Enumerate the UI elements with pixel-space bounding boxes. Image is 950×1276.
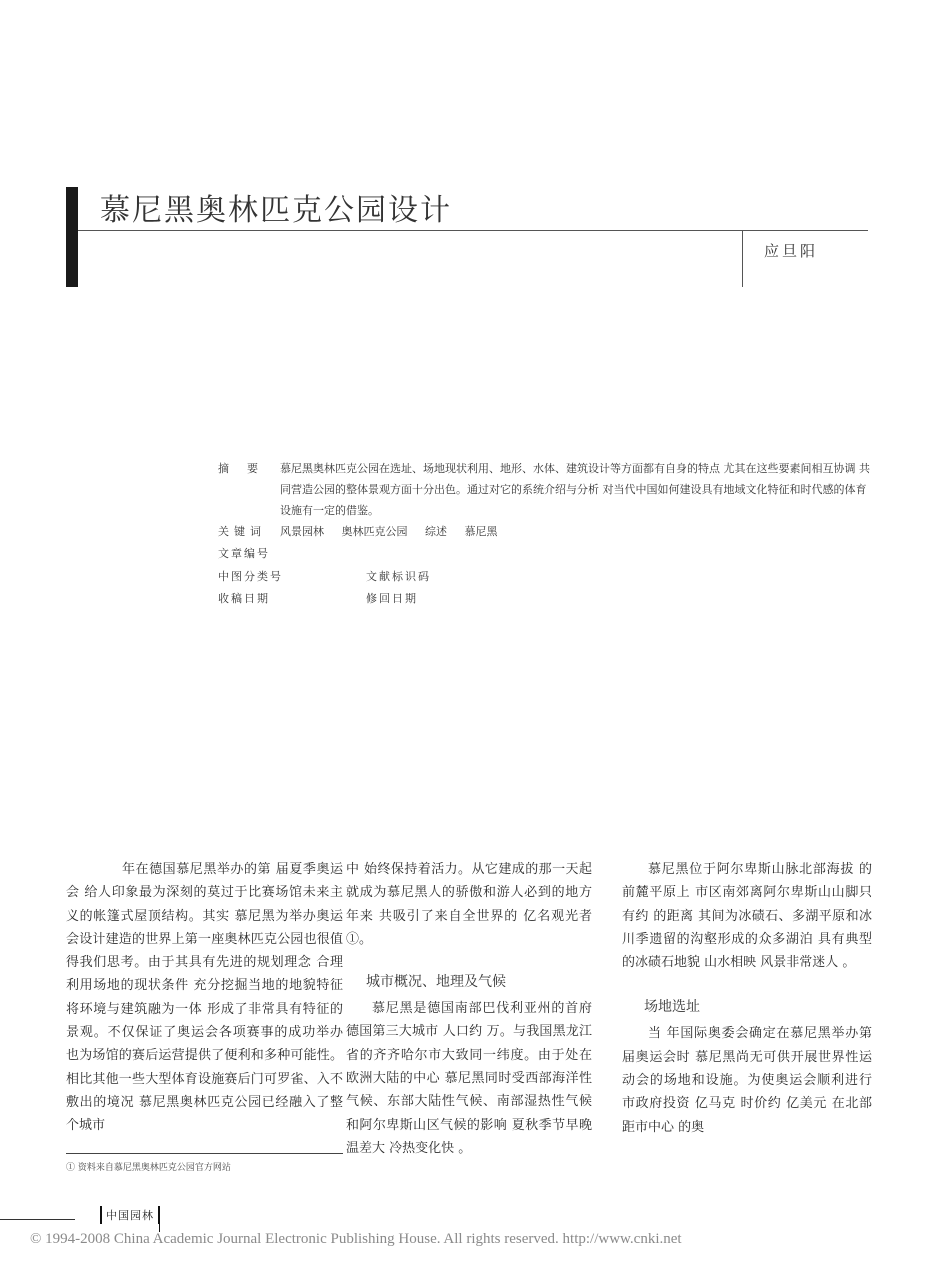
body-column-2 (346, 858, 592, 1160)
body-paragraph: 慕尼黑是德国南部巴伐利亚州的首府 德国第三大城市 人口约 万。与我国黑龙江省的齐齐哈尔市大致同一纬度。由于处在欧洲大陆的中心 慕尼黑同时受西部海洋性气候、东部大陆性气候、南部湿热性气候和阿尔卑斯山区气候的影响 夏秋季节早晚温差大 冷热变化快 。 (346, 1001, 592, 1156)
page-bottom-rule (0, 1219, 75, 1220)
abstract-text: 慕尼黑奥林匹克公园在选址、场地现状利用、地形、水体、建筑设计等方面都有自身的特点 尤其在这些要素间相互协调 共同营造公园的整体景观方面十分出色。通过对它的系统介绍与分析 对当代中国如何建设具有地域文化特征和时代感的体育设施有一定的借鉴。 (280, 462, 870, 517)
author-divider (742, 231, 743, 287)
keywords-label: 关键词 (218, 525, 266, 538)
article-title: 慕尼黑奥林匹克公园设计 (100, 193, 452, 228)
article-number-label: 文章编号 (218, 547, 270, 560)
revised-date-label: 修回日期 (366, 592, 418, 605)
keyword: 慕尼黑 (464, 525, 498, 538)
section-heading: 场地选址 (644, 999, 700, 1016)
keyword: 奥林匹克公园 (341, 525, 408, 538)
footnote: ① 资料来自慕尼黑奥林匹克公园官方网站 (66, 1163, 231, 1173)
journal-tag-tick (159, 1218, 160, 1232)
body-column-1 (66, 858, 343, 1138)
body-paragraph: 年在德国慕尼黑举办的第 届夏季奥运会 给人印象最为深刻的莫过于比赛场馆未来主义的帐篷式屋顶结构。其实 慕尼黑为举办奥运会设计建造的世界上第一座奥林匹克公园也很值得我们思考。由于其具有先进的规划理念 合理利用场地的现状条件 充分挖掘当地的地貌特征 将环境与建筑融为一体 形成了非常具有特征的景观。不仅保证了奥运会各项赛事的成功举办 也为场馆的赛后运营提供了便利和多种可能性。相比其他一些大型体育设施赛后门可罗雀、入不敷出的境况 慕尼黑奥林匹克公园已经融入了整个城市 (66, 862, 343, 1134)
clc-number-label: 中图分类号 (218, 570, 283, 583)
body-column-3 (622, 858, 872, 1139)
keyword: 综述 (425, 525, 447, 538)
body-paragraph: 当 年国际奥委会确定在慕尼黑举办第 届奥运会时 慕尼黑尚无可供开展世界性运动会的场地和设施。为使奥运会顺利进行 市政府投资 亿马克 时价约 亿美元 在北部距市中心 的奥 (622, 1026, 872, 1135)
footnote-rule (66, 1153, 343, 1154)
body-paragraph: 慕尼黑位于阿尔卑斯山脉北部海拔 的前麓平原上 市区南郊离阿尔卑斯山山脚只有约 的距离 其间为冰碛石、多湖平原和冰川季遗留的沟壑形成的众多湖泊 具有典型的冰碛石地貌 山水相映 风景非常迷人 。 (622, 862, 872, 971)
copyright-watermark: © 1994-2008 China Academic Journal Electronic Publishing House. All rights reserved. http://www.cnki.net (30, 1231, 682, 1247)
abstract-label: 摘要 (218, 462, 276, 475)
title-bar-decoration (66, 187, 78, 287)
body-paragraph: 中 始终保持着活力。从它建成的那一天起 就成为慕尼黑人的骄傲和游人必到的地方 年来 共吸引了来自全世界的 亿名观光者①。 (346, 862, 592, 947)
section-heading: 城市概况、地理及气候 (366, 974, 506, 991)
author-name: 应旦阳 (764, 242, 819, 260)
received-date-label: 收稿日期 (218, 592, 270, 605)
keyword: 风景园林 (280, 525, 324, 538)
journal-name-tag: 中国园林 (100, 1206, 160, 1224)
title-rule (78, 230, 868, 231)
keywords-list (280, 521, 512, 542)
document-code-label: 文献标识码 (366, 570, 431, 583)
